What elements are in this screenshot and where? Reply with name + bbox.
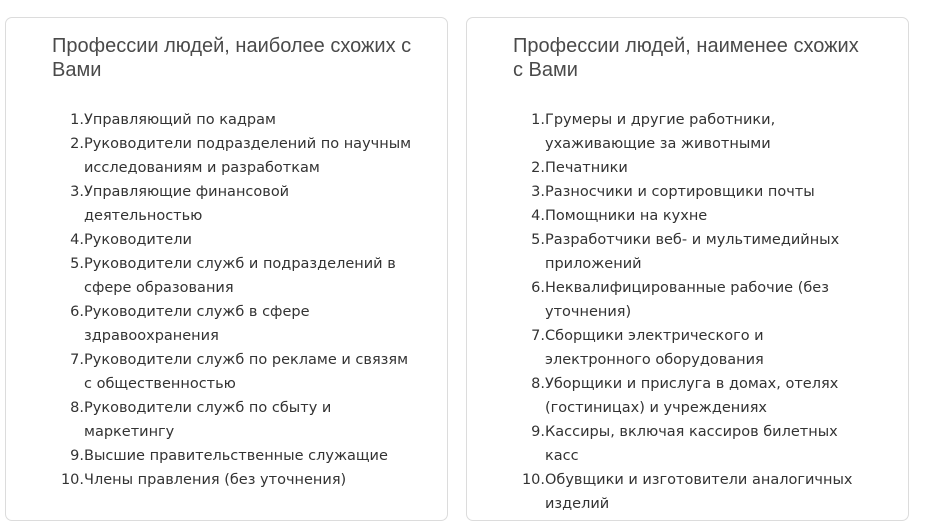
list-item-number: 6. bbox=[70, 304, 84, 320]
list-item-number: 7. bbox=[531, 328, 545, 344]
list-item bbox=[52, 396, 412, 444]
list-item-text: Разносчики и сортировщики почты bbox=[545, 184, 815, 200]
list-item-text: Руководители подразделений по научным исследованиям и разработкам bbox=[84, 136, 412, 176]
list-item-number: 10. bbox=[521, 472, 545, 488]
list-item-text: Помощники на кухне bbox=[545, 208, 708, 224]
list-item bbox=[52, 348, 412, 396]
list-item-text: Управляющие финансовой деятельностью bbox=[84, 184, 290, 224]
list-item-number: 2. bbox=[531, 160, 545, 176]
list-item bbox=[52, 252, 412, 300]
list-item-number: 9. bbox=[70, 448, 84, 464]
list-item-number: 5. bbox=[531, 232, 545, 248]
list-item-text: Руководители служб и подразделений в сфере образования bbox=[84, 256, 396, 296]
list-item-number: 9. bbox=[531, 424, 545, 440]
list-item-text: Руководители служб в сфере здравоохранения bbox=[84, 304, 310, 344]
list-item bbox=[513, 420, 873, 468]
list-item bbox=[513, 468, 873, 516]
list-item-number: 3. bbox=[70, 184, 84, 200]
dissimilar-professions-title: Профессии людей, наименее схожих с Вами bbox=[513, 35, 859, 81]
list-item-text: Члены правления (без уточнения) bbox=[84, 472, 347, 488]
list-item-text: Печатники bbox=[545, 160, 628, 176]
list-item bbox=[52, 300, 412, 348]
list-item-number: 1. bbox=[531, 112, 545, 128]
similar-professions-list bbox=[52, 108, 412, 492]
list-item bbox=[52, 468, 412, 492]
list-item bbox=[513, 372, 873, 420]
list-item-text: Неквалифицированные рабочие (без уточнения) bbox=[545, 280, 829, 320]
list-item-number: 4. bbox=[70, 232, 84, 248]
list-item-number: 8. bbox=[70, 400, 84, 416]
list-item-text: Уборщики и прислуга в домах, отелях (гостиницах) и учреждениях bbox=[545, 376, 839, 416]
list-item-number: 6. bbox=[531, 280, 545, 296]
list-item-number: 3. bbox=[531, 184, 545, 200]
list-item-number: 8. bbox=[531, 376, 545, 392]
similar-professions-card bbox=[5, 17, 448, 521]
list-item bbox=[513, 156, 873, 180]
list-item-number: 5. bbox=[70, 256, 84, 272]
list-item-text: Грумеры и другие работники, ухаживающие за животными bbox=[545, 112, 776, 152]
list-item bbox=[513, 204, 873, 228]
list-item bbox=[52, 228, 412, 252]
list-item-number: 4. bbox=[531, 208, 545, 224]
list-item-number: 2. bbox=[70, 136, 84, 152]
list-item bbox=[513, 180, 873, 204]
list-item bbox=[513, 276, 873, 324]
list-item-text: Руководители служб по сбыту и маркетингу bbox=[84, 400, 332, 440]
list-item-number: 1. bbox=[70, 112, 84, 128]
dissimilar-professions-list bbox=[513, 108, 873, 516]
list-item bbox=[52, 132, 412, 180]
list-item bbox=[52, 180, 412, 228]
list-item-text: Сборщики электрического и электронного оборудования bbox=[545, 328, 764, 368]
list-item bbox=[513, 324, 873, 372]
list-item-text: Руководители bbox=[84, 232, 192, 248]
dissimilar-professions-card bbox=[466, 17, 909, 521]
list-item bbox=[513, 108, 873, 156]
list-item-text: Обувщики и изготовители аналогичных изделий bbox=[545, 472, 853, 512]
list-item bbox=[513, 228, 873, 276]
similar-professions-title: Профессии людей, наиболее схожих с Вами bbox=[52, 35, 412, 81]
list-item-number: 10. bbox=[60, 472, 84, 488]
list-item-number: 7. bbox=[70, 352, 84, 368]
list-item-text: Разработчики веб- и мультимедийных приложений bbox=[545, 232, 840, 272]
list-item bbox=[52, 108, 412, 132]
list-item-text: Кассиры, включая кассиров билетных касс bbox=[545, 424, 838, 464]
list-item-text: Высшие правительственные служащие bbox=[84, 448, 388, 464]
list-item-text: Управляющий по кадрам bbox=[84, 112, 276, 128]
list-item bbox=[52, 444, 412, 468]
list-item-text: Руководители служб по рекламе и связям с общественностью bbox=[84, 352, 409, 392]
